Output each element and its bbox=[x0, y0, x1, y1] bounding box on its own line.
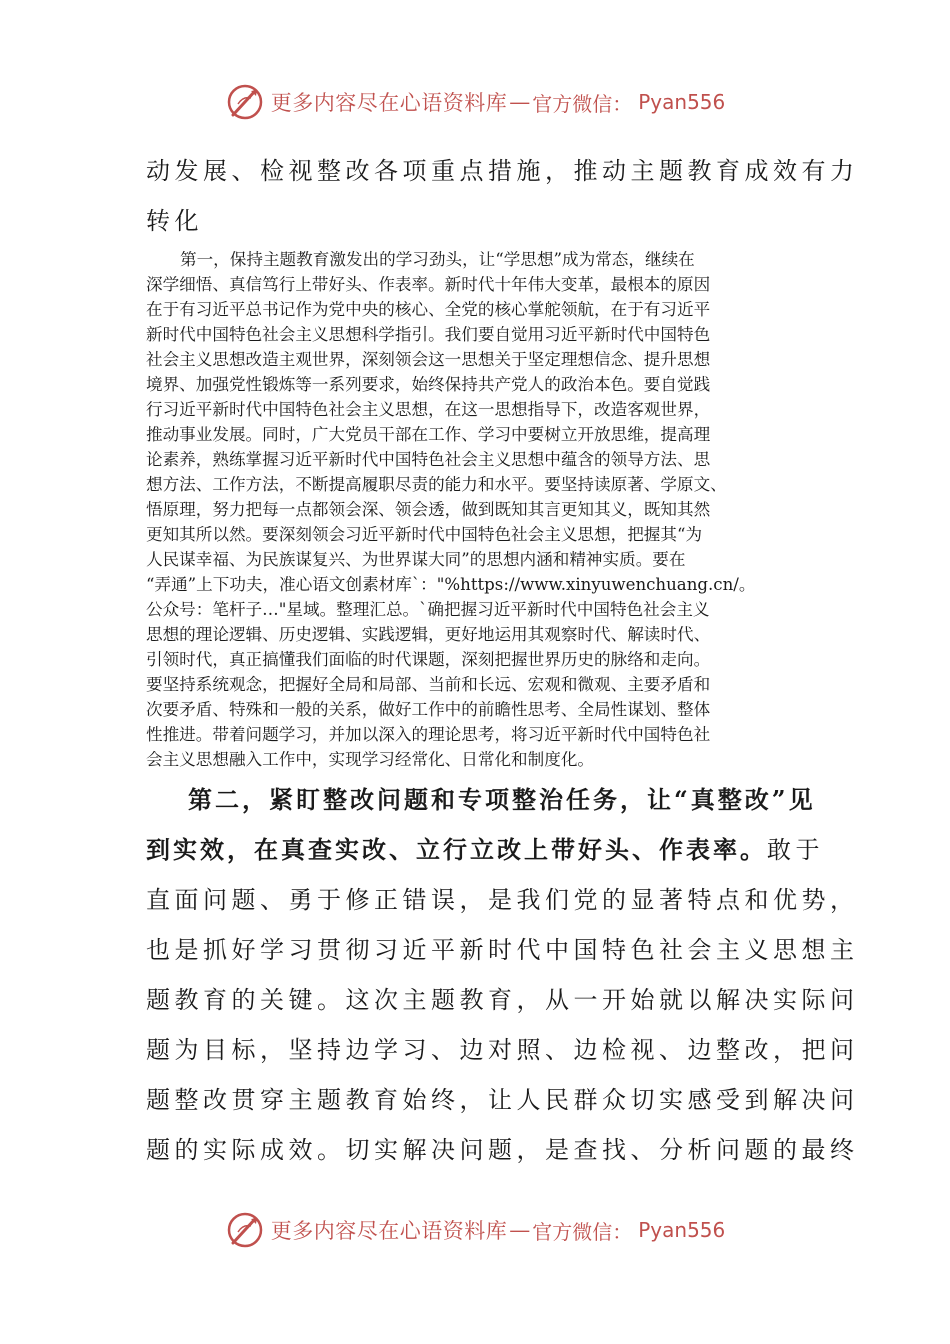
paragraph-line: 题整改贯穿主题教育始终，让人民群众切实感受到解决问 bbox=[146, 1086, 859, 1114]
paragraph-regular-segment: 敢于 bbox=[767, 836, 824, 864]
banner-text: 更多内容尽在心语资料库 bbox=[270, 91, 508, 115]
banner-wechat-label: 官方微信： bbox=[532, 1219, 633, 1244]
paragraph-first-point bbox=[146, 247, 808, 772]
paragraph-line: 性推进。带着问题学习，并加以深入的理论思考，将习近平新时代中国特色社 bbox=[146, 725, 711, 744]
paragraph-line: 推动事业发展。同时，广大党员干部在工作、学习中要树立开放思维，提高理 bbox=[146, 425, 711, 444]
paragraph-line: 第一，保持主题教育激发出的学习劲头，让“学思想”成为常态，继续在 bbox=[180, 250, 695, 269]
paragraph-line: 行习近平新时代中国特色社会主义思想，在这一思想指导下，改造客观世界， bbox=[146, 400, 711, 419]
paragraph-line: 深学细悟、真信笃行上带好头、作表率。新时代十年伟大变革，最根本的原因 bbox=[146, 275, 711, 294]
paragraph-line: 题为目标，坚持边学习、边对照、边检视、边整改，把问 bbox=[146, 1036, 859, 1064]
paragraph-line: 论素养，熟练掌握习近平新时代中国特色社会主义思想中蕴含的领导方法、思 bbox=[146, 450, 711, 469]
paragraph-line: 会主义思想融入工作中，实现学习经常化、日常化和制度化。 bbox=[146, 750, 595, 769]
paragraph-line: 思想的理论逻辑、历史逻辑、实践逻辑，更好地运用其观察时代、解读时代、 bbox=[146, 625, 711, 644]
paragraph-mixed-line bbox=[146, 825, 824, 875]
paragraph-bold-segment: 到实效，在真查实改、立行立改上带好头、作表率。 bbox=[146, 835, 767, 864]
paragraph-bold-line: 第二，紧盯整改问题和专项整治任务，让“真整改”见 bbox=[188, 785, 816, 814]
banner-wechat-id: Pyan556 bbox=[638, 90, 726, 114]
banner-text: 更多内容尽在心语资料库 bbox=[270, 1219, 508, 1243]
paragraph-line: 题的实际成效。切实解决问题，是查找、分析问题的最终 bbox=[146, 1136, 859, 1164]
paragraph-line: 直面问题、勇于修正错误，是我们党的显著特点和优势， bbox=[146, 886, 859, 914]
paragraph-line: 境界、加强党性锻炼等一系列要求，始终保持共产党人的政治本色。要自觉践 bbox=[146, 375, 711, 394]
banner-wechat-label: 官方微信： bbox=[532, 91, 633, 116]
paragraph-line: 要坚持系统观念，把握好全局和局部、当前和长远、宏观和微观、主要矛盾和 bbox=[146, 675, 711, 694]
banner-separator: — bbox=[509, 1218, 531, 1242]
heading-line: 转化 bbox=[146, 207, 203, 235]
banner-wechat-id: Pyan556 bbox=[638, 1218, 726, 1242]
paragraph-line: 题教育的关键。这次主题教育，从一开始就以解决实际问 bbox=[146, 986, 859, 1014]
header-watermark-banner bbox=[0, 80, 950, 124]
paragraph-line: 人民谋幸福、为民族谋复兴、为世界谋大同”的思想内涵和精神实质。要在 bbox=[146, 550, 686, 569]
paragraph-line: 也是抓好学习贯彻习近平新时代中国特色社会主义思想主 bbox=[146, 936, 859, 964]
paragraph-line: 引领时代，真正搞懂我们面临的时代课题，深刻把握世界历史的脉络和走向。 bbox=[146, 650, 711, 669]
paragraph-line: 公众号：笔杆子…"星域。整理汇总。`确把握习近平新时代中国特色社会主义 bbox=[146, 600, 710, 619]
paragraph-line: 更知其所以然。要深刻领会习近平新时代中国特色社会主义思想，把握其“为 bbox=[146, 525, 703, 544]
paragraph-line: 想方法、工作方法，不断提高履职尽责的能力和水平。要坚持读原著、学原文、 bbox=[146, 475, 727, 494]
paragraph-line: 新时代中国特色社会主义思想科学指引。我们要自觉用习近平新时代中国特色 bbox=[146, 325, 711, 344]
pen-logo-icon bbox=[225, 82, 265, 122]
paragraph-second-point bbox=[146, 775, 859, 1175]
paragraph-line: “弄通”上下功夫，准心语文创素材库`："%https://www.xinyuwenchuang.cn/。 bbox=[146, 575, 756, 594]
heading-line: 动发展、检视整改各项重点措施，推动主题教育成效有力 bbox=[146, 157, 859, 185]
paragraph-line: 在于有习近平总书记作为党中央的核心、全党的核心掌舵领航，在于有习近平 bbox=[146, 300, 711, 319]
footer-watermark-banner bbox=[0, 1208, 950, 1252]
heading-continuation bbox=[146, 146, 859, 246]
banner-separator: — bbox=[509, 90, 531, 114]
pen-logo-icon bbox=[225, 1210, 265, 1250]
paragraph-line: 悟原理，努力把每一点都领会深、领会透，做到既知其言更知其义，既知其然 bbox=[146, 500, 711, 519]
paragraph-line: 社会主义思想改造主观世界，深刻领会这一思想关于坚定理想信念、提升思想 bbox=[146, 350, 711, 369]
paragraph-line: 次要矛盾、特殊和一般的关系，做好工作中的前瞻性思考、全局性谋划、整体 bbox=[146, 700, 711, 719]
